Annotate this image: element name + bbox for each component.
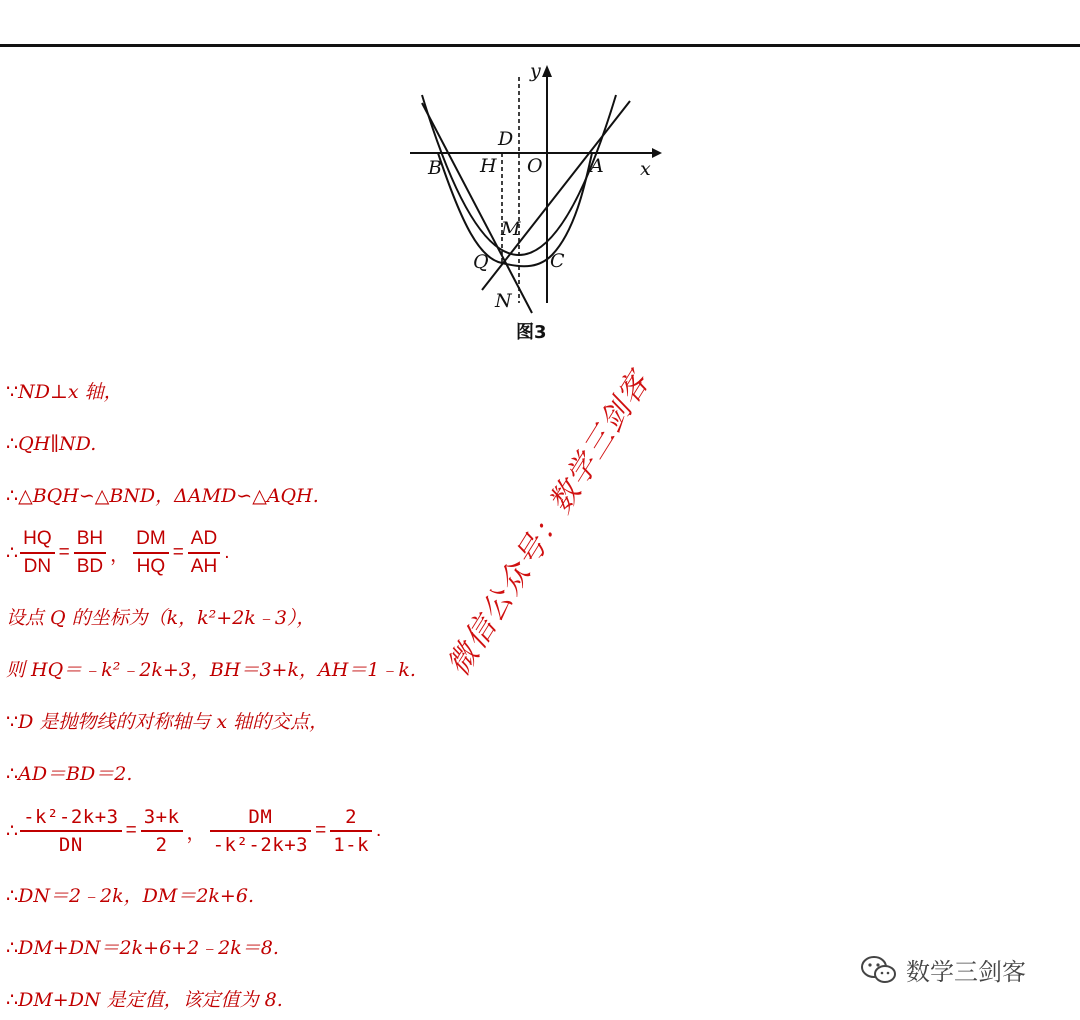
- therefore-symbol: ∴: [6, 820, 19, 842]
- top-rule: [0, 44, 1080, 47]
- solution-line: ∴△BQH∽△BND，ΔAMD∽△AQH.: [6, 485, 319, 507]
- x-axis-arrow: [652, 148, 662, 158]
- fraction: $\frac{3+k}{2}$: [141, 804, 183, 858]
- solution-line: 设点 Q 的坐标为（k，k²+2k﹣3），: [6, 607, 316, 629]
- fraction: $\frac{\text{-k²-2k+3}}{DN}$: [20, 804, 122, 858]
- figure-svg: [400, 55, 680, 355]
- fraction: $\frac{2}{1-k}$: [330, 804, 372, 858]
- solution-line: ∴DM+DN＝2k+6+2﹣2k＝8.: [6, 937, 279, 959]
- label-h: H: [480, 155, 497, 177]
- label-c: C: [550, 250, 565, 272]
- figure-caption: 图3: [516, 322, 547, 343]
- label-b: B: [428, 157, 442, 179]
- fraction: $\frac{AD}{AH}$: [188, 526, 220, 580]
- ratio-equation-2: ∴ $\frac{\text{-k²-2k+3}}{DN}$ = $\frac{3+k}{2}$ ， $\frac{DM}{\text{-k²-2k+3}}$ = $\frac{2}{1-k}$ .: [6, 806, 382, 856]
- geometry-figure: [400, 55, 680, 355]
- label-m: M: [501, 218, 521, 240]
- wechat-icon: [860, 954, 898, 986]
- label-o: O: [527, 155, 543, 177]
- label-a: A: [590, 155, 604, 177]
- label-d: D: [498, 128, 514, 150]
- therefore-symbol: ∴: [6, 542, 19, 564]
- solution-line: 则 HQ＝﹣k²﹣2k+3，BH＝3+k，AH＝1﹣k.: [6, 659, 416, 681]
- line-bn: [422, 103, 532, 313]
- solution-line: ∴DM+DN 是定值，该定值为 8.: [6, 989, 283, 1011]
- label-y: y: [530, 60, 541, 82]
- footer-brand: [860, 952, 1026, 987]
- fraction: $\frac{DM}{\text{-k²-2k+3}}$: [210, 804, 312, 858]
- brand-name: 数学三剑客: [906, 958, 1026, 986]
- label-x: x: [640, 158, 651, 180]
- y-axis-arrow: [542, 65, 552, 77]
- solution-line: ∵ND⊥x 轴，: [6, 381, 123, 403]
- fraction: $\frac{DM}{HQ}$: [133, 526, 169, 580]
- fraction: $\frac{BH}{BD}$: [74, 526, 106, 580]
- solution-line: ∴AD＝BD＝2.: [6, 763, 133, 785]
- ratio-equation-1: ∴ $\frac{HQ}{DN}$ = $\frac{BH}{BD}$ ， $\frac{DM}{HQ}$ = $\frac{AD}{AH}$ .: [6, 526, 231, 580]
- solution-line: ∵D 是抛物线的对称轴与 x 轴的交点，: [6, 711, 329, 733]
- solution-line: ∴QH∥ND.: [6, 433, 97, 455]
- label-q: Q: [473, 251, 489, 273]
- label-n: N: [495, 290, 512, 312]
- watermark: 微信公众号：数学三剑客: [440, 365, 658, 683]
- solution-line: ∴DN＝2﹣2k，DM＝2k+6.: [6, 885, 254, 907]
- fraction: $\frac{HQ}{DN}$: [20, 526, 55, 580]
